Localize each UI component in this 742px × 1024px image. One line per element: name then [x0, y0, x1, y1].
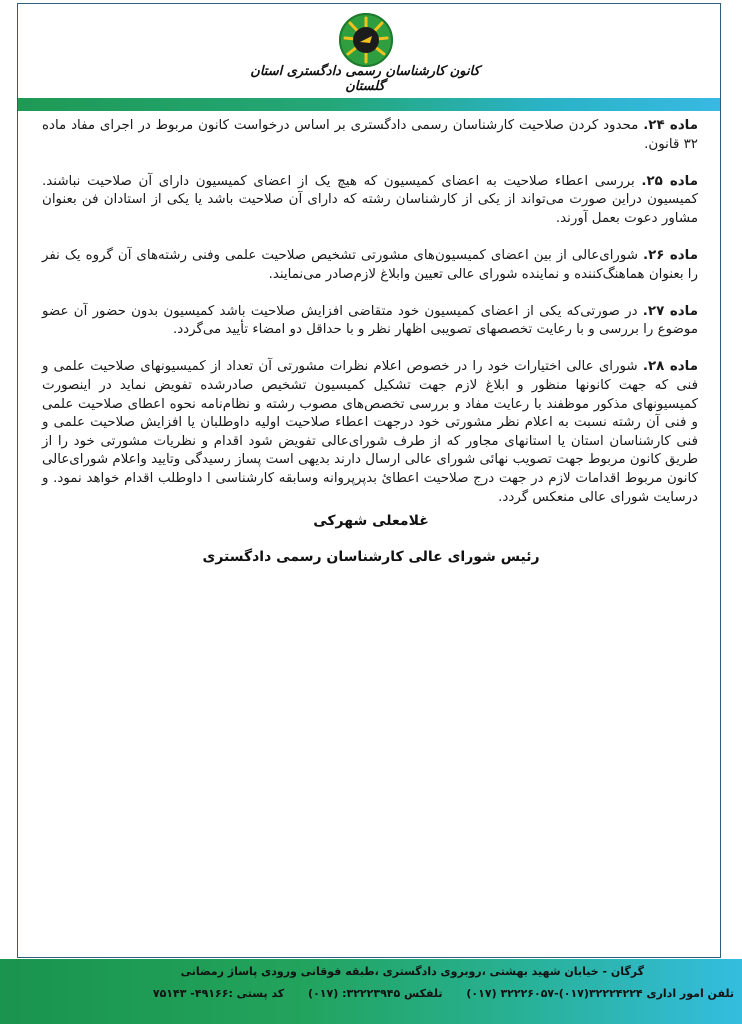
article-28 [42, 358, 698, 507]
article-25 [42, 173, 698, 229]
footer-postal-code: کد پستی :۴۹۱۶۶- ۷۵۱۴۳ [152, 987, 285, 1000]
article-text: شورای عالی اختیارات خود را در خصوص اعلام نظرات مشورتی آن تعداد از کمیسیونهای صلاحیت علمی و فنی که جهت کانونها منظور و ابلاغ لازم جهت تشکیل کمیسیون تشخیص صادرشده تفویض نماید در اینصورت کمیسیونهای مذکور موظفند با رعایت مفاد و بررسی تخصص‌های مصوب رشته و نظام‌نامه نحوه اعطای صلاحیت علمی و فنی آن رشته نسبت به اعلام نظر مشورتی خود درجهت اعطاء صلاحیت اولیه داوطلبان یا افزایش صلاحیت علمی و فنی کارشناسان استان یا استانهای مجاور که از طرف شورای‌عالی تفویض شود اقدام و نظریات مشورتی خود را از طریق کانون مربوط جهت تصویب نهائی شورای عالی ارسال دارند بدیهی است پساز رسیدگی وتایید واعلام شورای‌عالی کانون مربوط اقدامات لازم در جهت درج صلاحیت اعطائ بدپرپروانه وسابقه کارشناسی ا داوطلب اقدام خواهد نمود. و درسایت شورای عالی منعکس گردد. [42, 359, 698, 505]
article-title: ماده ۲۵. [641, 173, 698, 189]
footer-fax: تلفکس ۳۲۲۲۳۹۴۵: (۰۱۷) [308, 987, 443, 1000]
organization-logo [338, 12, 394, 68]
signer-position: رئیس شورای عالی کارشناسان رسمی دادگستری [202, 549, 540, 565]
article-title: ماده ۲۶. [643, 247, 698, 263]
article-24 [42, 117, 698, 154]
article-title: ماده ۲۷. [642, 303, 698, 319]
article-title: ماده ۲۸. [642, 359, 698, 375]
footer-contact [133, 987, 734, 1000]
header-divider-bar [18, 98, 720, 111]
article-text: بررسی اعطاء صلاحیت به اعضای کمیسیون که هیچ یک از اعضای کمیسیون دارای آن صلاحیت نباشند. کمیسیون دراین صورت می‌تواند از یکی از کارشناسان رشته که دارای آن صلاحیت باشد یا یکی از استادان فن بعنوان مشاور دعوت بعمل آورند. [42, 173, 698, 226]
footer-phones: تلفن امور اداری ۳۲۲۲۴۲۲۴(۰۱۷)-۳۲۲۲۶۰۵۷ (۰۱۷) [466, 987, 734, 1000]
footer-address: گرگان - خیابان شهید بهشتی ،روبروی دادگستری ،طبقه فوقانی ورودی پاساژ رمضانی [180, 965, 644, 978]
document-body [42, 117, 698, 526]
article-26 [42, 247, 698, 284]
footer-bar [0, 959, 742, 1024]
article-text: محدود کردن صلاحیت کارشناسان رسمی دادگستری بر اساس درخواست کانون مربوط در اجرای مفاد ماده ۳۲ قانون. [42, 118, 698, 152]
article-text: در صورتی‌که یکی از اعضای کمیسیون خود متقاضی افزایش صلاحیت باشد کمیسیون بدون حضور آن عضو موضوع را بررسی و با رعایت تخصصهای تصویبی اظهار نظر و با حداقل دو امضاء تأیید می‌گردد. [42, 303, 698, 338]
organization-name: کانون کارشناسان رسمی دادگستری استان گلستان [250, 64, 480, 94]
article-text: شورای‌عالی از بین اعضای کمیسیون‌های مشورتی تشخیص صلاحیت علمی وفنی رشته‌های آن گروه یک نفر را بعنوان هماهنگ‌کننده و نماینده شورای عالی تعیین وابلاغ لازم‌صادر می‌نمایند. [42, 247, 698, 282]
signer-name: غلامعلی شهرکی [313, 513, 429, 529]
article-title: ماده ۲۴. [643, 118, 699, 133]
article-27 [42, 303, 698, 340]
